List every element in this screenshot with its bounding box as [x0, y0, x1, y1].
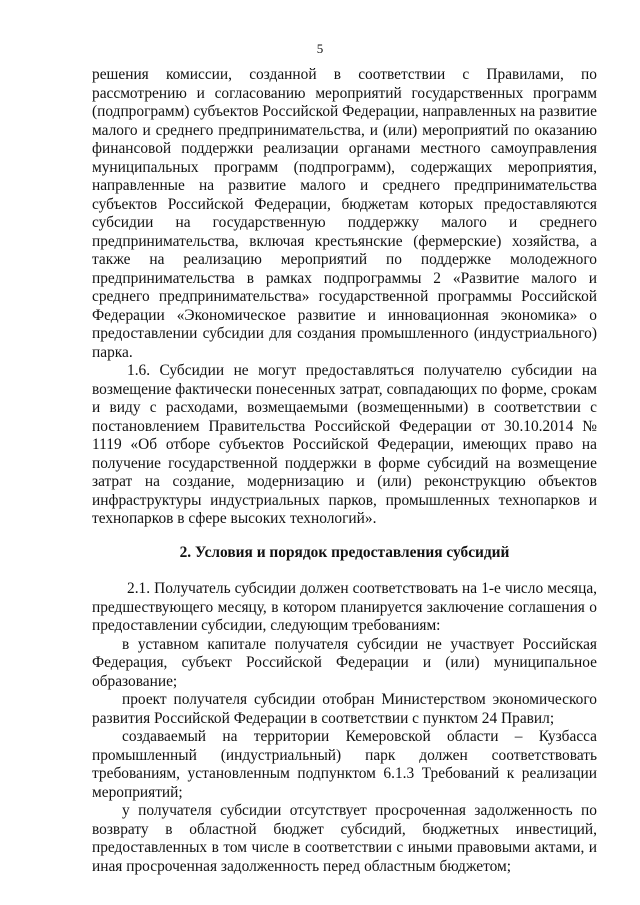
paragraph-2-1: 2.1. Получатель субсидии должен соответствовать на 1-е число месяца, предшествующего месяцу, в котором планируется заключение соглашения о предоставлении субсидии, следующим требованиям: — [92, 580, 597, 634]
section-2-heading: 2. Условия и порядок предоставления субсидий — [179, 543, 510, 561]
paragraph-1-6: 1.6. Субсидии не могут предоставляться получателю субсидии на возмещение фактически понесенных затрат, совпадающих по форме, срокам и виду с расходами, возмещаемыми (возмещенными) в соответствии с постановлением Правительства Российской Федерации от 30.10.2014 № 1119 «Об отборе субъектов Российской Федерации, имеющих право на получение государственной поддержки в форме субсидий на возмещение затрат на создание, модернизацию и (или) реконструкцию объектов инфраструктуры индустриальных парков, промышленных технопарков и технопарков в сфере высоких технологий». — [92, 362, 597, 527]
page-number: 5 — [316, 41, 324, 56]
requirement-item: у получателя субсидии отсутствует просроченная задолженность по возврату в областной бюджет субсидий, бюджетных инвестиций, предоставленных в том числе в соответствии с иными правовыми актами, и иная просроченная задолженность перед областным бюджетом; — [92, 802, 597, 875]
requirement-item: в уставном капитале получателя субсидии не участвует Российская Федерация, субъект Российской Федерации и (или) муниципальное образование; — [92, 635, 597, 690]
document-body — [92, 66, 597, 876]
requirement-item: проект получателя субсидии отобран Министерством экономического развития Российской Федерации в соответствии с пунктом 24 Правил; — [92, 691, 597, 727]
requirement-item: создаваемый на территории Кемеровской области – Кузбасса промышленный (индустриальный) парк должен соответствовать требованиям, установленным подпунктом 6.1.3 Требований к реализации мероприятий; — [92, 728, 597, 801]
paragraph-commission-decision: решения комиссии, созданной в соответствии с Правилами, по рассмотрению и согласованию мероприятий государственных программ (подпрограмм) субъектов Российской Федерации, направленных на развитие малого и среднего предпринимательства, и (или) мероприятий по оказанию финансовой поддержки реализации органами местного самоуправления муниципальных программ (подпрограмм), содержащих мероприятия, направленные на развитие малого и среднего предпринимательства субъектов Российской Федерации, бюджетам которых предоставляются субсидии на государственную поддержку малого и среднего предпринимательства, включая крестьянские (фермерские) хозяйства, а также на реализацию мероприятий по поддержке молодежного предпринимательства в рамках подпрограммы 2 «Развитие малого и среднего предпринимательства» государственной программы Российской Федерации «Экономическое развитие и инновационная экономика» о предоставлении субсидии для создания промышленного (индустриального) парка. — [92, 66, 597, 361]
